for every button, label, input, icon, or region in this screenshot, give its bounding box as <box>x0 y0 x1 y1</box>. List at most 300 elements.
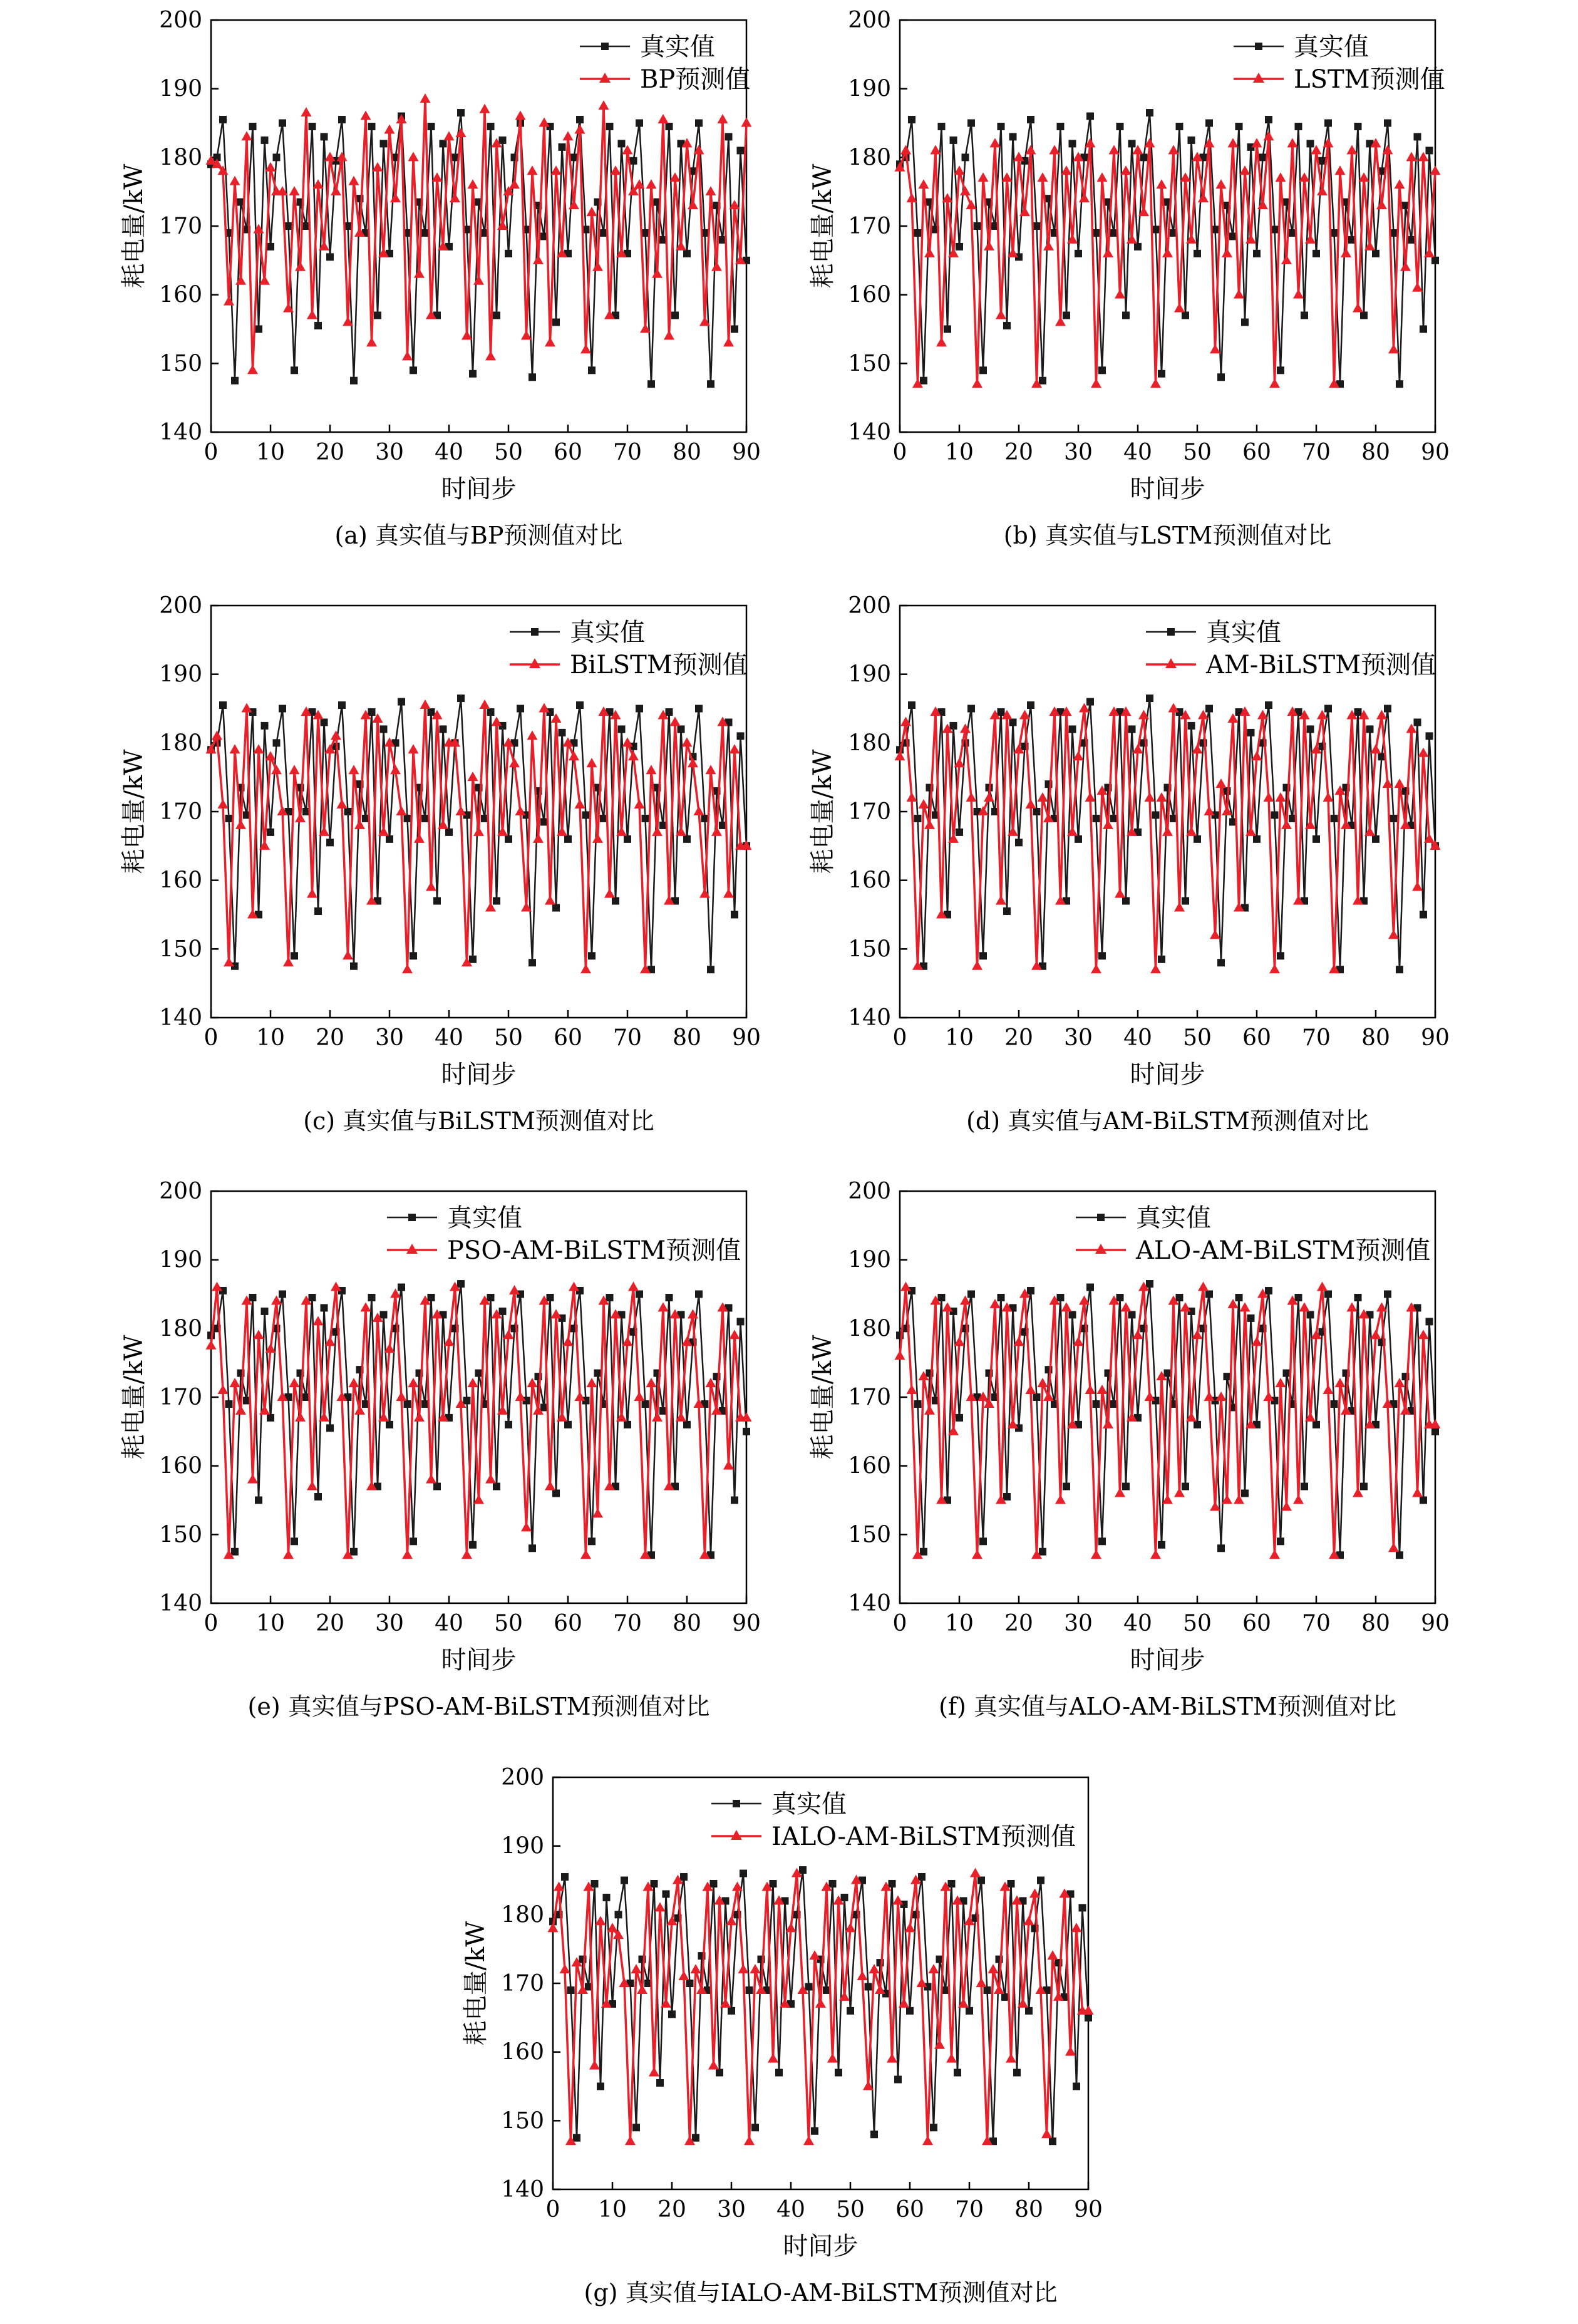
true-point <box>1205 1291 1213 1298</box>
legend-marker-pred <box>406 1244 418 1254</box>
x-tick-label: 0 <box>204 1611 219 1636</box>
true-point <box>321 1304 328 1311</box>
chart-panel-b <box>808 8 1450 549</box>
pred-point <box>1168 703 1179 713</box>
pred-point <box>1269 378 1280 388</box>
true-point <box>1420 911 1427 919</box>
legend-label: BP预测值 <box>640 65 751 94</box>
true-point <box>1075 250 1082 257</box>
true-point <box>950 722 957 730</box>
pred-point <box>634 799 645 808</box>
true-point <box>938 1294 946 1301</box>
y-tick-label: 190 <box>848 661 891 688</box>
pred-point <box>1085 792 1096 802</box>
pred-point <box>706 765 716 774</box>
pred-point <box>679 1971 689 1980</box>
pred-point <box>596 1916 606 1925</box>
true-point <box>1420 326 1427 333</box>
y-tick-label: 140 <box>159 1005 202 1031</box>
true-point <box>636 705 643 713</box>
pred-point <box>254 744 264 753</box>
true-point <box>463 1397 471 1404</box>
x-tick-label: 90 <box>1421 1025 1450 1051</box>
true-point <box>725 133 733 140</box>
pred-point <box>984 241 994 250</box>
legend-marker-true <box>1167 628 1175 636</box>
pred-point <box>1162 248 1173 257</box>
pred-point <box>699 889 710 898</box>
pred-point <box>587 207 597 216</box>
x-tick-label: 0 <box>892 1025 907 1051</box>
true-point <box>678 725 685 733</box>
pred-point <box>592 1508 603 1517</box>
pred-point <box>1347 1302 1358 1311</box>
pred-point <box>670 716 681 726</box>
true-point <box>1140 153 1148 161</box>
true-point <box>666 1294 673 1301</box>
true-point <box>1158 370 1165 378</box>
pred-point <box>652 269 663 278</box>
pred-point <box>604 889 615 898</box>
pred-point <box>468 1378 478 1387</box>
pred-point <box>230 1378 240 1387</box>
pred-point <box>1293 1495 1304 1504</box>
y-tick-label: 160 <box>848 282 891 308</box>
x-tick-label: 50 <box>1183 1611 1212 1636</box>
pred-point <box>408 152 419 161</box>
pred-point <box>301 107 312 116</box>
legend-label: 真实值 <box>447 1204 522 1232</box>
true-point <box>225 815 233 822</box>
true-point <box>261 1308 269 1315</box>
x-tick-label: 60 <box>554 440 582 465</box>
x-tick-label: 10 <box>256 1611 285 1636</box>
pred-point <box>307 889 317 898</box>
true-point <box>1188 722 1195 730</box>
true-point <box>326 839 334 846</box>
true-point <box>930 2124 937 2131</box>
true-point <box>671 312 679 319</box>
true-point <box>410 952 417 959</box>
pred-point <box>468 772 478 781</box>
true-point <box>962 153 969 161</box>
x-tick-label: 10 <box>945 1611 974 1636</box>
true-point <box>1194 835 1201 843</box>
pred-point <box>1323 792 1334 802</box>
pred-point <box>905 1923 915 1932</box>
true-point <box>1093 815 1100 822</box>
pred-point <box>972 961 982 970</box>
pred-point <box>1216 179 1227 189</box>
true-point <box>1188 137 1195 144</box>
x-axis-label: 时间步 <box>441 1646 517 1675</box>
pred-point <box>1388 1542 1399 1552</box>
true-point <box>552 1490 560 1497</box>
legend-marker-pred <box>529 658 540 668</box>
pred-point <box>631 1964 642 1973</box>
true-point <box>1069 1311 1076 1318</box>
y-tick-label: 190 <box>159 76 202 102</box>
y-tick-label: 190 <box>159 661 202 688</box>
x-tick-label: 70 <box>613 1025 642 1051</box>
pred-point <box>900 145 911 154</box>
pred-point <box>1210 929 1220 939</box>
pred-point <box>857 1971 868 1980</box>
true-point <box>743 1428 750 1435</box>
true-point <box>291 366 298 374</box>
y-tick-label: 150 <box>159 351 202 377</box>
pred-point <box>741 118 752 127</box>
true-point <box>433 897 441 905</box>
y-axis-label: 耗电量/kW <box>120 163 148 289</box>
pred-point <box>1103 248 1113 257</box>
pred-point <box>569 1282 579 1291</box>
pred-point <box>1024 1916 1034 1925</box>
legend-marker-true <box>1255 43 1262 50</box>
pred-point <box>694 806 704 815</box>
y-tick-label: 190 <box>848 76 891 102</box>
pred-point <box>271 765 282 774</box>
x-tick-label: 30 <box>1064 440 1093 465</box>
x-tick-label: 60 <box>554 1025 582 1051</box>
pred-point <box>235 276 246 285</box>
true-point <box>487 1294 495 1301</box>
true-point <box>695 1291 703 1298</box>
true-point <box>632 2124 640 2131</box>
pred-point <box>1073 751 1084 760</box>
true-point <box>398 1284 405 1291</box>
pred-point <box>1406 152 1417 161</box>
true-point <box>291 952 298 959</box>
legend-label: BiLSTM预测值 <box>570 651 748 679</box>
true-point <box>261 137 269 144</box>
y-tick-label: 180 <box>159 1316 202 1342</box>
true-point <box>1134 243 1142 250</box>
pred-point <box>1204 806 1215 815</box>
true-point <box>285 222 292 230</box>
true-point <box>1307 1311 1314 1318</box>
true-point <box>410 1537 417 1545</box>
true-point <box>979 952 987 959</box>
true-point <box>261 722 269 730</box>
y-tick-label: 140 <box>501 2177 544 2203</box>
pred-point <box>450 193 460 202</box>
true-point <box>267 243 274 250</box>
pred-point <box>247 1474 258 1484</box>
x-axis-label: 时间步 <box>441 1060 517 1089</box>
true-point <box>954 2069 961 2077</box>
true-point <box>350 1548 358 1556</box>
true-point <box>663 1890 670 1898</box>
true-point <box>1086 698 1094 706</box>
y-tick-label: 150 <box>159 1522 202 1548</box>
true-point <box>1265 701 1272 709</box>
pred-point <box>337 152 348 161</box>
x-tick-label: 80 <box>673 1025 701 1051</box>
x-tick-label: 10 <box>256 440 285 465</box>
true-point <box>1324 705 1332 713</box>
panel-caption: (a) 真实值与BP预测值对比 <box>334 522 623 549</box>
pred-point <box>592 262 603 271</box>
true-point <box>1128 1311 1136 1318</box>
y-tick-label: 150 <box>501 2108 544 2134</box>
legend-label: 真实值 <box>1136 1204 1211 1232</box>
true-point <box>309 123 316 130</box>
pred-point <box>1412 882 1423 891</box>
pred-point <box>1257 200 1268 209</box>
true-point <box>683 1421 691 1428</box>
y-tick-label: 180 <box>159 730 202 757</box>
true-point <box>967 120 975 127</box>
y-tick-label: 160 <box>848 1453 891 1479</box>
true-point <box>1277 1537 1284 1545</box>
pred-point <box>592 834 603 843</box>
true-point <box>1086 1284 1094 1291</box>
true-point <box>1085 2014 1092 2022</box>
true-point <box>1205 705 1213 713</box>
pred-point <box>589 2060 600 2070</box>
true-point <box>597 2083 604 2090</box>
y-tick-label: 160 <box>501 2039 544 2065</box>
pred-point <box>492 716 502 726</box>
y-tick-label: 200 <box>159 8 202 33</box>
pred-point <box>545 1481 555 1490</box>
true-point <box>457 109 465 116</box>
true-point <box>1152 225 1160 233</box>
x-tick-label: 0 <box>204 440 219 465</box>
pred-point <box>509 758 520 767</box>
true-point <box>1158 1541 1165 1549</box>
y-axis-label: 耗电量/kW <box>120 1335 148 1460</box>
pred-point <box>295 262 306 271</box>
pred-point <box>1115 889 1125 898</box>
pred-point <box>1418 748 1429 757</box>
pred-point <box>750 1964 761 1973</box>
true-point <box>1312 835 1320 843</box>
pred-point <box>349 765 359 774</box>
true-point <box>505 835 512 843</box>
pred-point <box>907 1385 917 1394</box>
true-point <box>1057 1294 1065 1301</box>
y-axis-label: 耗电量/kW <box>120 749 148 874</box>
pred-point <box>473 276 484 285</box>
true-point <box>1312 1421 1320 1428</box>
true-point <box>1217 373 1225 381</box>
pred-point <box>966 200 977 209</box>
true-point <box>225 1400 233 1408</box>
pred-point <box>426 1474 436 1484</box>
true-point <box>1295 1294 1302 1301</box>
legend-marker-true <box>408 1214 416 1221</box>
legend-label: AM-BiLSTM预测值 <box>1206 651 1436 679</box>
pred-point <box>723 889 734 898</box>
true-point <box>603 1894 611 1901</box>
true-point <box>1354 708 1362 716</box>
true-point <box>979 1537 987 1545</box>
true-point <box>529 959 536 966</box>
true-point <box>656 2079 664 2087</box>
true-point <box>1241 1490 1249 1497</box>
x-tick-label: 10 <box>945 440 974 465</box>
true-point <box>829 1880 837 1888</box>
pred-point <box>996 896 1006 905</box>
true-point <box>279 705 286 713</box>
pred-point <box>738 1964 749 1973</box>
pred-point <box>978 172 989 182</box>
pred-point <box>545 896 555 905</box>
y-tick-label: 180 <box>159 145 202 171</box>
true-point <box>1235 1294 1243 1301</box>
true-point <box>1283 1370 1291 1377</box>
pred-point <box>929 1964 939 1973</box>
true-point <box>231 1548 239 1556</box>
true-point <box>529 373 536 381</box>
pred-point <box>343 950 353 959</box>
true-point <box>350 963 358 970</box>
true-point <box>1128 140 1136 147</box>
true-point <box>811 2127 818 2135</box>
pred-point <box>1091 1549 1101 1559</box>
pred-point <box>420 700 431 709</box>
x-tick-label: 20 <box>316 440 344 465</box>
pred-point <box>984 792 994 802</box>
true-point <box>624 1421 631 1428</box>
true-point <box>1079 1904 1086 1911</box>
x-tick-label: 40 <box>1123 440 1152 465</box>
x-tick-label: 10 <box>945 1025 974 1051</box>
true-point <box>1396 380 1403 388</box>
pred-point <box>473 827 484 836</box>
pred-point <box>509 1285 520 1294</box>
true-point <box>249 123 257 130</box>
true-point <box>338 701 346 709</box>
x-tick-label: 80 <box>1014 2197 1043 2223</box>
pred-point <box>462 1549 472 1559</box>
pred-point <box>1430 165 1441 175</box>
x-tick-label: 80 <box>1361 440 1390 465</box>
true-point <box>1027 1287 1034 1294</box>
true-point <box>865 1983 872 1990</box>
y-tick-label: 150 <box>848 351 891 377</box>
pred-point <box>646 765 657 774</box>
pred-point <box>456 128 467 137</box>
pred-point <box>1150 964 1161 973</box>
true-point <box>1008 1880 1015 1888</box>
x-tick-label: 30 <box>1064 1611 1093 1636</box>
true-point <box>368 123 376 130</box>
pred-point <box>622 1336 633 1346</box>
true-point <box>573 2134 580 2142</box>
pred-point <box>1353 303 1363 312</box>
true-point <box>1194 250 1201 257</box>
true-point <box>499 1308 507 1315</box>
pred-point <box>509 179 520 189</box>
pred-point <box>1276 172 1286 182</box>
pred-point <box>1157 792 1167 802</box>
true-point <box>517 705 524 713</box>
pred-point <box>587 1378 597 1387</box>
true-point <box>841 1894 848 1901</box>
pred-point <box>924 820 935 829</box>
true-point <box>1146 1280 1153 1288</box>
true-point <box>737 732 745 740</box>
pred-point <box>895 1350 905 1360</box>
pred-point <box>414 834 425 843</box>
pred-point <box>563 131 574 140</box>
y-tick-label: 180 <box>848 145 891 171</box>
pred-point <box>580 344 591 353</box>
pred-point <box>744 2135 755 2145</box>
true-point <box>457 1280 465 1288</box>
y-tick-label: 170 <box>848 214 891 239</box>
panel-caption: (f) 真实值与ALO-AM-BiLSTM预测值对比 <box>939 1693 1396 1720</box>
true-point <box>410 366 417 374</box>
pred-point <box>988 1964 999 1973</box>
true-point <box>428 708 435 716</box>
true-point <box>908 116 915 123</box>
legend-label: 真实值 <box>570 618 645 647</box>
true-point <box>267 829 274 836</box>
true-point <box>1063 312 1070 319</box>
y-tick-label: 170 <box>159 214 202 239</box>
pred-point <box>1041 2129 1052 2138</box>
pred-point <box>349 1378 359 1387</box>
true-point <box>1146 695 1153 702</box>
pred-point <box>1335 165 1346 175</box>
true-point <box>1426 147 1433 154</box>
true-point <box>291 1537 298 1545</box>
pred-point <box>1252 751 1262 760</box>
true-point <box>561 1873 569 1881</box>
pred-point <box>887 2053 897 2063</box>
true-point <box>979 366 987 374</box>
true-point <box>344 808 352 815</box>
pred-point <box>1323 1385 1334 1394</box>
true-point <box>1426 732 1433 740</box>
pred-point <box>212 1282 222 1291</box>
pred-point <box>1019 710 1030 719</box>
true-point <box>984 1986 991 1994</box>
true-point <box>469 1541 477 1549</box>
pred-point <box>373 162 383 172</box>
pred-point <box>420 93 431 103</box>
pred-point <box>1150 378 1161 388</box>
pred-point <box>646 179 657 189</box>
pred-point <box>1038 172 1048 182</box>
legend-label: 真实值 <box>1206 618 1281 647</box>
pred-point <box>1276 792 1286 802</box>
true-point <box>582 811 590 819</box>
x-axis-label: 时间步 <box>1130 475 1205 504</box>
true-point <box>457 695 465 702</box>
x-tick-label: 90 <box>1074 2197 1103 2223</box>
y-tick-label: 140 <box>848 1005 891 1031</box>
true-point <box>977 1877 985 1884</box>
true-point <box>1217 959 1225 966</box>
true-point <box>974 222 981 230</box>
pred-point <box>1071 1923 1082 1932</box>
pred-point <box>628 1282 639 1291</box>
pred-point <box>587 758 597 767</box>
true-point <box>1116 123 1124 130</box>
chart-panel-a <box>120 8 761 549</box>
pred-point <box>730 744 740 753</box>
x-tick-label: 70 <box>613 1611 642 1636</box>
pred-point <box>569 200 579 209</box>
pred-point <box>658 114 669 123</box>
pred-point <box>408 744 419 753</box>
pred-point <box>289 186 300 195</box>
